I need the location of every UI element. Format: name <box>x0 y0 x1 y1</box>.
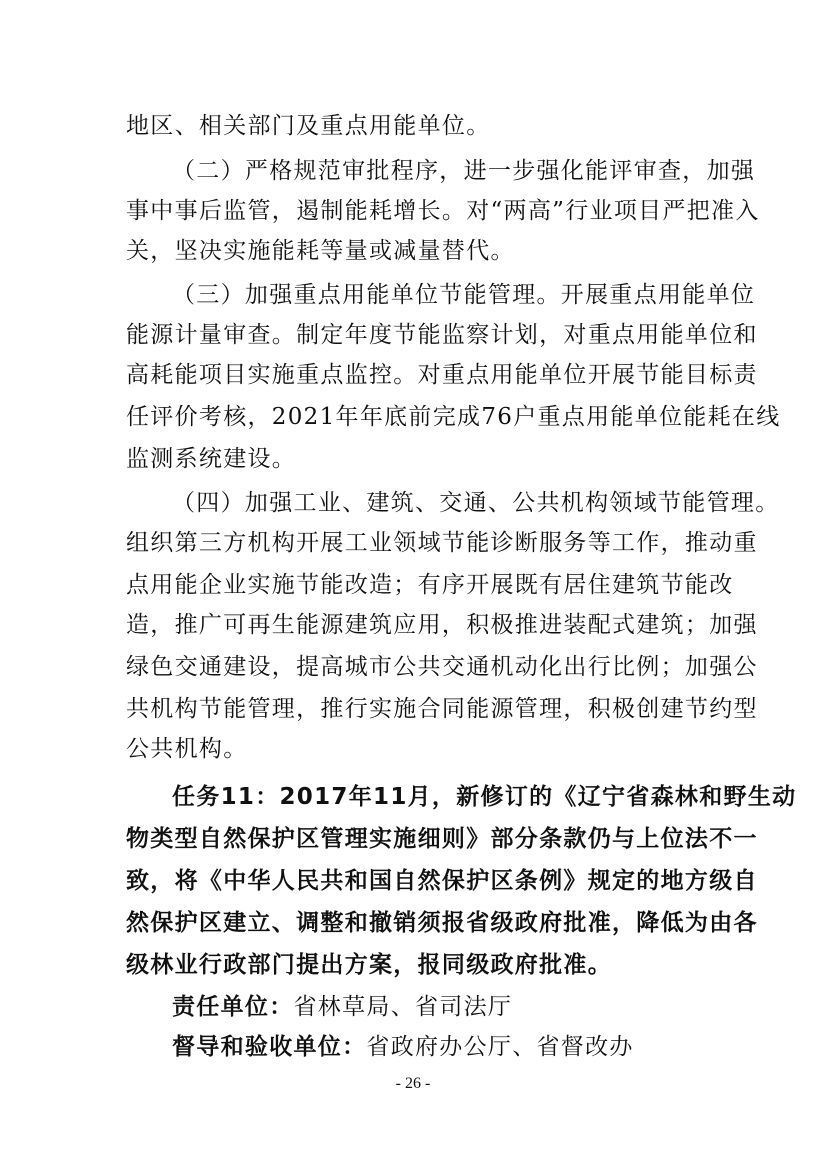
text-line: 绿色交通建设，提高城市公共交通机动化出行比例；加强公 <box>126 654 758 680</box>
text-line: 共机构节能管理，推行实施合同能源管理，积极创建节约型 <box>126 696 758 722</box>
text-line: 事中事后监管，遏制能耗增长。对“两高”行业项目严把准入 <box>126 198 760 224</box>
text-line: 组织第三方机构开展工业领域节能诊断服务等工作，推动重 <box>126 530 758 556</box>
text-line: 点用能企业实施节能改造；有序开展既有居住建筑节能改 <box>126 572 734 598</box>
text-line: 任评价考核，2021年年底前完成76户重点用能单位能耗在线 <box>126 404 781 430</box>
page-number: - 26 - <box>395 1075 431 1092</box>
responsible-unit-label: 责任单位： <box>172 994 294 1020</box>
text-line: 监测系统建设。 <box>126 446 297 472</box>
text-line: （四）加强工业、建筑、交通、公共机构领域节能管理。 <box>172 490 780 516</box>
task-line: 级林业行政部门提出方案，报同级政府批准。 <box>126 952 612 978</box>
text-line: 造，推广可再生能源建筑应用，积极推进装配式建筑；加强 <box>126 612 758 638</box>
text-line: 高耗能项目实施重点监控。对重点用能单位开展节能目标责 <box>126 362 758 388</box>
text-line: 地区、相关部门及重点用能单位。 <box>126 113 491 139</box>
text-line: （三）加强重点用能单位节能管理。开展重点用能单位 <box>172 282 756 308</box>
supervising-unit <box>172 1028 706 1066</box>
text-line: 关，坚决实施能耗等量或减量替代。 <box>126 238 515 264</box>
text-line: 能源计量审查。制定年度节能监察计划，对重点用能单位和 <box>126 322 758 348</box>
task-line: 致，将《中华人民共和国自然保护区条例》规定的地方级自 <box>126 868 758 894</box>
supervising-unit-label: 督导和验收单位： <box>172 1034 367 1060</box>
responsible-unit <box>172 988 706 1026</box>
task-line: 任务11：2017年11月，新修订的《辽宁省森林和野生动 <box>172 784 797 810</box>
text-line: （二）严格规范审批程序，进一步强化能评审查，加强 <box>172 158 756 184</box>
responsible-unit-value: 省林草局、省司法厅 <box>293 994 513 1020</box>
supervising-unit-value: 省政府办公厅、省督改办 <box>366 1034 634 1060</box>
task-line: 物类型自然保护区管理实施细则》部分条款仍与上位法不一 <box>126 826 758 852</box>
task-line: 然保护区建立、调整和撤销须报省级政府批准，降低为由各 <box>126 910 758 936</box>
text-line: 公共机构。 <box>126 736 248 762</box>
